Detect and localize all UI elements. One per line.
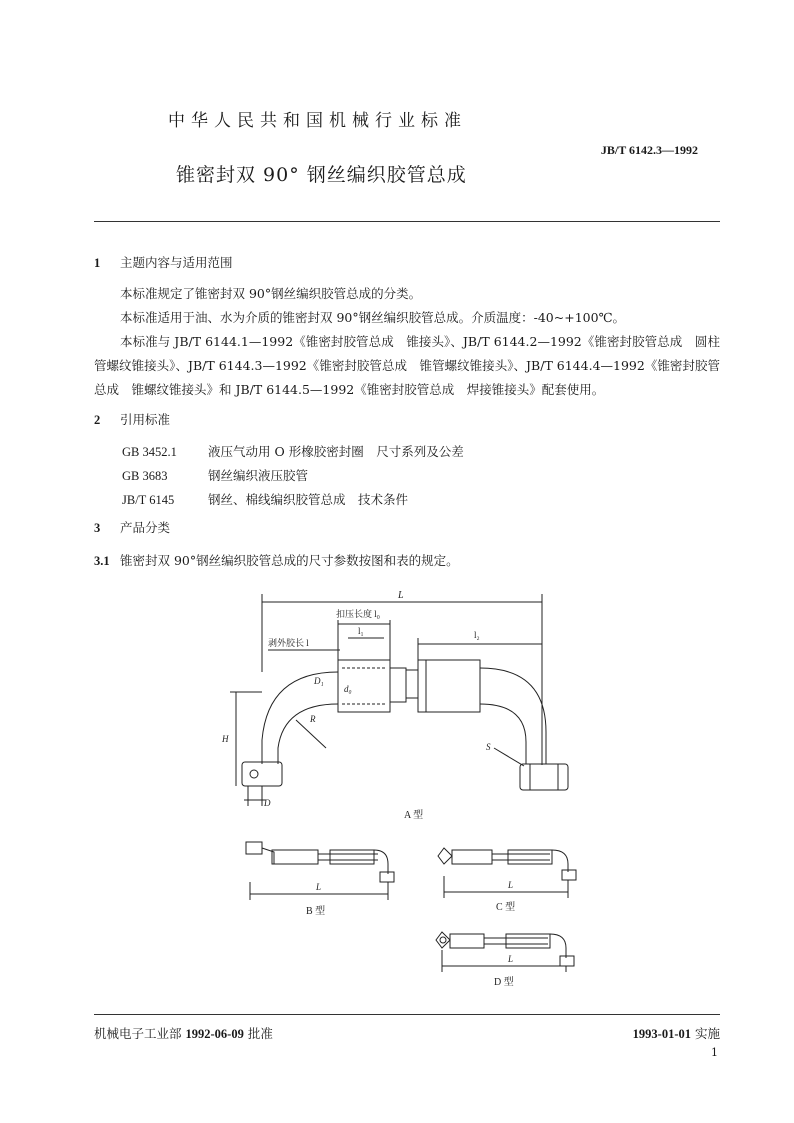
hose-assembly-figure — [0, 580, 794, 1000]
org-title: 中华人民共和国机械行业标准 — [168, 111, 467, 131]
section-title: 产品分类 — [120, 520, 171, 535]
dim-label-S: S — [486, 742, 491, 752]
type-b-dim-L: L — [316, 882, 322, 892]
paragraph-applicability: 本标准适用于油、水为介质的锥密封双 90°钢丝编织胶管总成。介质温度：-40~+100℃。 — [120, 310, 626, 325]
dim-label-l1: l₁ — [358, 626, 364, 636]
section-title: 锥密封双 90°钢丝编织胶管总成的尺寸参数按图和表的规定。 — [120, 553, 459, 568]
reference-title: 钢丝编织液压胶管 — [208, 468, 309, 483]
dim-label-strip: 剥外胶长 l — [268, 638, 309, 648]
reference-code: GB 3452.1 — [122, 445, 177, 459]
dim-label-H: H — [222, 734, 229, 744]
implementation-line — [633, 1024, 720, 1042]
header-divider — [94, 221, 720, 222]
dim-label-R: R — [310, 714, 316, 724]
section-number: 1 — [94, 256, 101, 270]
paragraph-scope: 本标准规定了锥密封双 90°钢丝编织胶管总成的分类。 — [120, 286, 422, 301]
type-d-caption: D 型 — [494, 977, 514, 988]
type-c-dim-L: L — [508, 880, 514, 890]
type-b-caption: B 型 — [306, 906, 326, 917]
type-c-caption: C 型 — [496, 902, 516, 913]
reference-row — [122, 466, 308, 484]
approver: 机械电子工业部 — [94, 1026, 182, 1041]
reference-row — [122, 490, 408, 508]
footer-divider — [94, 1014, 720, 1015]
reference-row — [122, 442, 464, 460]
section-2-heading — [94, 410, 170, 428]
standard-number: JB/T 6142.3—1992 — [600, 143, 698, 157]
reference-title: 钢丝、棉线编织胶管总成 技术条件 — [208, 492, 409, 507]
dim-label-L: L — [398, 590, 404, 601]
type-c-drawing — [438, 848, 576, 913]
section-number: 3.1 — [94, 554, 110, 568]
type-b-drawing — [246, 842, 394, 917]
section-3-1-heading — [94, 551, 459, 569]
section-number: 2 — [94, 413, 101, 427]
approval-line — [94, 1024, 273, 1042]
dim-label-D: D — [264, 798, 271, 808]
approve-date: 1992-06-09 — [185, 1027, 244, 1041]
type-a-caption: A 型 — [404, 810, 424, 821]
dim-label-d0: d₀ — [344, 684, 352, 694]
section-1-heading — [94, 253, 233, 271]
type-d-drawing — [436, 932, 574, 988]
section-title: 引用标准 — [120, 412, 171, 427]
approve-word: 批准 — [247, 1026, 273, 1041]
dim-label-l2: l₂ — [474, 630, 480, 640]
reference-code: JB/T 6145 — [122, 493, 175, 507]
reference-title: 液压气动用 O 形橡胶密封圈 尺寸系列及公差 — [208, 444, 464, 459]
section-3-heading — [94, 518, 170, 536]
dim-label-D1: D₁ — [314, 676, 324, 686]
impl-date: 1993-01-01 — [632, 1027, 691, 1041]
type-a-drawing — [221, 590, 568, 821]
impl-word: 实施 — [694, 1026, 720, 1041]
document-title: 锥密封双 90° 钢丝编织胶管总成 — [176, 164, 467, 186]
reference-code: GB 3683 — [122, 469, 168, 483]
page-number: 1 — [711, 1046, 718, 1059]
section-number: 3 — [94, 521, 101, 535]
paragraph-related-standards: 本标准与 JB/T 6144.1—1992《锥密封胶管总成 锥接头》、JB/T 6144.2—1992《锥密封胶管总成 圆柱管螺纹锥接头》、JB/T 6144.3—1992《锥密封胶管总成 锥管螺纹锥接头》、JB/T 6144.4—1992《锥密封胶管总成 锥螺纹锥接头》和 JB/T 6144.5—1992《锥密封胶管总成 焊接锥接头》配套使用。 — [94, 334, 720, 397]
section-title: 主题内容与适用范围 — [120, 255, 233, 270]
type-d-dim-L: L — [508, 954, 514, 964]
dim-label-crimp: 扣压长度 l₀ — [336, 609, 380, 619]
